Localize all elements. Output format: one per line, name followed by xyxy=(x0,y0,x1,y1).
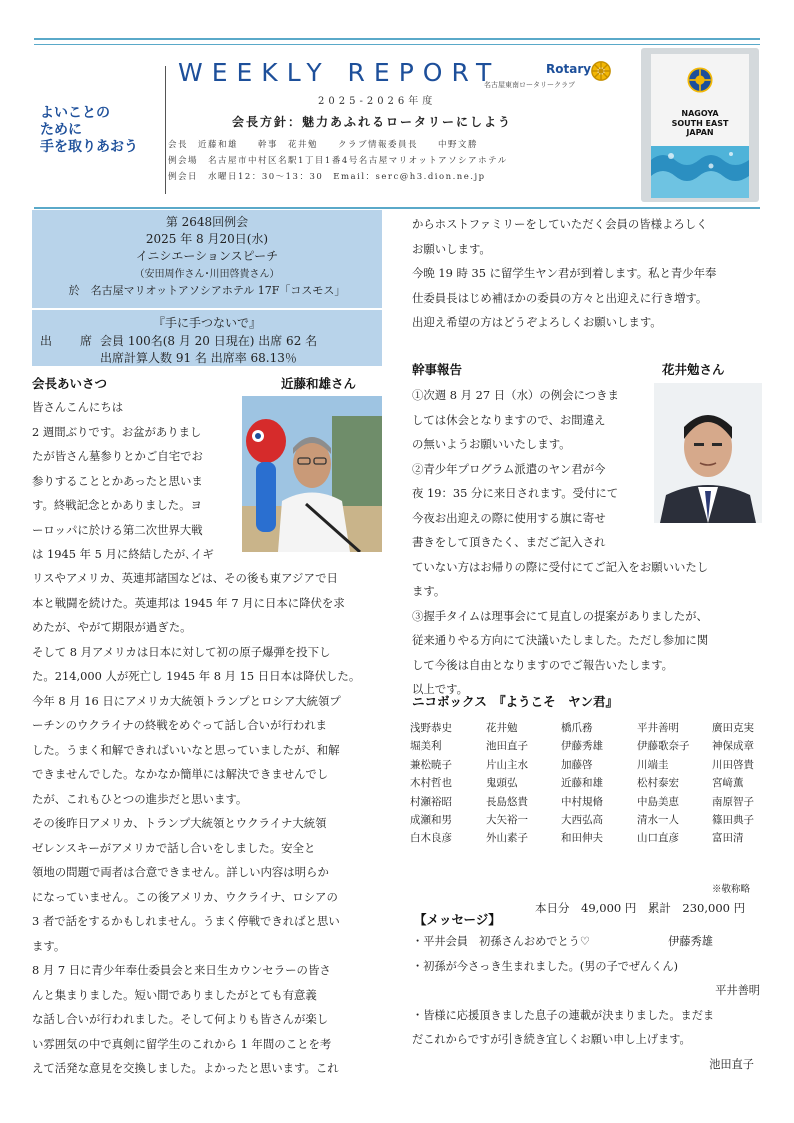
text-line: できませんでした。なかなか簡単には解決できませんでし xyxy=(32,767,329,781)
member-name: 清水一人 xyxy=(637,813,679,826)
text-line: 本と戦闘を続けた。英連邦は 1945 年 7 月に日本に降伏を求 xyxy=(32,595,345,610)
honorific-note: ※敬称略 xyxy=(712,884,751,895)
text-line: ①次週 8 月 27 日（水）の例会につきま xyxy=(412,388,619,402)
member-name: 伊藤歌奈子 xyxy=(637,740,690,753)
meeting-day-email: 例会日 水曜日12：30～13：30 Email：serc@h3.dion.ne.jp xyxy=(168,172,486,182)
slogan-line: 手を取りあおう xyxy=(40,139,138,155)
text-line: 従来通りやる方向にて決議いたしました。ただし参加に関 xyxy=(412,633,709,647)
nicobox-member-table xyxy=(410,720,770,849)
header-divider xyxy=(165,66,166,194)
message-line: ・平井会員 初孫さんおめでとう♡ 伊藤秀雄 xyxy=(412,935,713,948)
text-line: ーチンのウクライナの終戦をめぐって話し合いが行われま xyxy=(32,718,328,732)
nicobox-total: 本日分 49,000 円 累計 230,000 円 xyxy=(535,901,746,915)
president-policy: 会長方針：魅力あふれるロータリーにしよう xyxy=(232,115,513,129)
text-line: めたが、やがて期限が過ぎた。 xyxy=(32,620,192,634)
member-name: 加藤啓 xyxy=(561,758,593,771)
club-slogan xyxy=(40,105,170,156)
member-name: 宮﨑薫 xyxy=(712,777,744,790)
member-name: 神保成章 xyxy=(712,740,754,753)
text-line: になっていません。この後アメリカ、ウクライナ、ロシアの xyxy=(32,889,338,904)
member-name: 中島美恵 xyxy=(637,795,679,808)
text-line: 領地の問題で両者は合意できません。詳しい内容は明らか xyxy=(32,865,329,879)
text-line: は 1945 年 5 月に終結したが､イギ xyxy=(32,547,214,561)
text-line: して今後は自由となりますのでご報告いたします。 xyxy=(412,657,674,672)
text-line: 2 週間ぶりです。お盆がありまし xyxy=(32,424,202,439)
message-line: ・皆様に応援頂きました息子の連載が決まりました。まだま xyxy=(412,1008,715,1022)
club-banner-image xyxy=(641,48,759,202)
header-bottom-rule xyxy=(34,207,760,209)
table-row xyxy=(410,738,770,756)
member-name: 松村泰宏 xyxy=(637,777,679,790)
meeting-song: 『手に手つないで』 xyxy=(152,316,261,330)
member-name: 橋爪務 xyxy=(561,722,593,734)
member-name: 兼松暁子 xyxy=(410,758,452,771)
text-line: しては休会となりますので、お間違え xyxy=(412,412,606,427)
attendance-count: 会員 100名(8 月 20 日現在) 出席 62 名 xyxy=(100,334,318,348)
text-line: 今晩 19 時 35 に留学生ヤン君が到着します。私と青少年奉 xyxy=(412,266,717,280)
member-name: 白木良彦 xyxy=(410,832,452,845)
president-photo xyxy=(242,396,382,552)
banner-line: NAGOYA xyxy=(681,109,719,118)
member-name: 平井善明 xyxy=(637,722,679,734)
member-name: 大矢裕一 xyxy=(486,813,528,826)
text-line: からホストファミリーをしていただく会員の皆様よろしく xyxy=(412,217,708,231)
text-line: 皆さんこんにちは xyxy=(32,400,124,414)
member-name: 片山主水 xyxy=(486,758,528,771)
rotary-wheel-icon xyxy=(590,60,612,82)
text-line: そして 8 月アメリカは日本に対して初の原子爆弾を投下し xyxy=(32,644,331,659)
secretary-name: 花井勉さん xyxy=(662,362,725,377)
message-line: ・初孫が今さっき生まれました。(男の子でぜんくん) xyxy=(412,959,679,973)
messages-body xyxy=(412,930,772,1077)
member-name: 長島悠貴 xyxy=(486,795,528,808)
text-line: 参りすることとかあったと思いま xyxy=(32,473,203,488)
text-line: ます。 xyxy=(32,938,66,953)
table-row xyxy=(410,720,770,738)
text-line: 今夜お出迎えの際に使用する旗に寄せ xyxy=(412,510,606,525)
member-name: 花井勉 xyxy=(486,722,518,734)
slogan-line: よいことの xyxy=(40,105,110,121)
message-author: 平井善明 xyxy=(715,984,760,997)
secretary-heading: 幹事報告 xyxy=(412,362,463,377)
member-name: 成瀬和男 xyxy=(410,813,452,826)
attendance-label: 出 席 xyxy=(40,334,101,348)
meeting-info-box xyxy=(32,210,382,366)
table-row xyxy=(410,794,770,812)
secretary-report xyxy=(412,383,764,702)
member-name: 富田清 xyxy=(712,832,744,845)
table-row xyxy=(410,757,770,775)
newsletter-title: WEEKLY REPORT xyxy=(178,58,501,87)
message-author: 池田直子 xyxy=(709,1057,754,1071)
member-name: 南原智子 xyxy=(712,795,754,808)
text-line: たが、これもひとつの進歩だと思います。 xyxy=(32,791,248,806)
meeting-speakers: （安田周作さん･川田啓貴さん） xyxy=(134,269,280,280)
member-name: 篠田典子 xyxy=(712,813,754,826)
president-greeting-top xyxy=(32,395,247,567)
meeting-program: イニシエーションスピーチ xyxy=(135,249,279,263)
text-line: 夜 19：35 分に来日されます。受付にて xyxy=(412,486,619,500)
banner-wave-graphic xyxy=(651,146,749,198)
fiscal-year: 2025-2026年度 xyxy=(318,96,437,107)
greeting-continued xyxy=(412,212,764,335)
president-portrait-graphic xyxy=(242,396,382,552)
nicobox-heading: ニコボックス 『ようこそ ヤン君』 xyxy=(412,694,619,709)
text-line: 3 者で話をするかもしれません。うまく停戦できればと思い xyxy=(32,914,340,928)
rotary-label: Rotary xyxy=(546,62,592,76)
text-line: ゼレンスキーがアメリカで話し合いをしました。安全と xyxy=(32,840,316,855)
text-line: 仕委員長はじめ補ほかの委員の方々と出迎えに行き増す。 xyxy=(412,290,708,305)
slogan-line: ために xyxy=(40,122,82,138)
member-name: 村瀬裕昭 xyxy=(410,795,452,808)
text-line: た。214,000 人が死亡し 1945 年 8 月 15 日日本は降伏した。 xyxy=(32,669,361,683)
member-name: 伊藤秀雄 xyxy=(561,740,603,753)
header-top-rule xyxy=(34,38,760,40)
header-top-rule-thin xyxy=(34,44,760,45)
text-line: えて活発な意見を交換しました。よかったと思います。これ xyxy=(32,1061,339,1075)
text-line: リスやアメリカ、英連邦諸国などは、その後も東アジアで日 xyxy=(32,571,338,585)
club-name: 名古屋東南ロータリークラブ xyxy=(484,81,575,89)
member-name: 山口直彦 xyxy=(637,832,679,845)
member-name: 木村哲也 xyxy=(410,777,452,790)
member-name: 外山素子 xyxy=(486,832,528,845)
message-line: だこれからですが引き続き宜しくお願い申し上げます。 xyxy=(412,1033,691,1046)
member-name: 川端圭 xyxy=(637,758,669,771)
text-line: い雰囲気の中で真剣に留学生のこれから 1 年間のことを考 xyxy=(32,1036,332,1051)
member-name: 浅野恭史 xyxy=(410,722,452,734)
meeting-date: 2025 年 8 月20日(水) xyxy=(145,232,269,246)
member-name: 鬼頭弘 xyxy=(486,777,518,790)
text-line: 出迎え希望の方はどうぞよろしくお願いします。 xyxy=(412,315,662,329)
member-name: 和田伸夫 xyxy=(561,832,603,845)
president-heading: 会長あいさつ xyxy=(32,376,108,391)
member-name: 堀美利 xyxy=(410,740,442,753)
banner-line: JAPAN xyxy=(686,128,714,137)
text-line: ③握手タイムは理事会にて見直しの提案がありましたが、 xyxy=(412,608,708,623)
member-name: 大西弘高 xyxy=(561,813,603,826)
table-row xyxy=(410,812,770,830)
text-line: 書きをして頂きたく、まだご記入され xyxy=(412,535,606,549)
table-row xyxy=(410,830,770,848)
text-line: お願いします。 xyxy=(412,241,491,256)
member-name: 中村規脩 xyxy=(561,795,603,808)
banner-text xyxy=(651,109,749,138)
messages-heading: 【メッセージ】 xyxy=(414,912,501,927)
banner-rotary-wheel-icon xyxy=(686,66,714,94)
text-line: ②青少年プログラム派遣のヤン君が今 xyxy=(412,461,606,476)
text-line: んと集まりました。短い間でありましたがとても有意義 xyxy=(32,987,317,1002)
text-line: 今年 8 月 16 日にアメリカ大統領トランプとロシア大統領プ xyxy=(32,693,341,708)
meeting-venue-detail: 於 名古屋マリオットアソシアホテル 17F「コスモス」 xyxy=(68,284,346,297)
table-row xyxy=(410,775,770,793)
member-name: 近藤和雄 xyxy=(561,777,603,790)
text-line: ていない方はお帰りの際に受付にてご記入をお願いいたし xyxy=(412,559,709,574)
meeting-number: 第 2648回例会 xyxy=(165,215,249,229)
member-name: 廣田克実 xyxy=(712,722,754,734)
meeting-venue: 例会場 名古屋市中村区名駅1丁目1番4号名古屋マリオットアソシアホテル xyxy=(168,156,508,166)
text-line: 8 月 7 日に青少年奉仕委員会と来日生カウンセラーの皆さ xyxy=(32,963,331,977)
text-line: の無いようお願いいたします。 xyxy=(412,437,571,451)
attendance-rate: 出席計算人数 91 名 出席率 68.13％ xyxy=(100,351,297,365)
member-name: 川田啓貴 xyxy=(712,758,754,771)
president-name: 近藤和雄さん xyxy=(281,376,357,391)
president-greeting-body xyxy=(32,566,384,1081)
text-line: その後昨日アメリカ、トランプ大統領とウクライナ大統領 xyxy=(32,816,327,830)
club-officers: 会長 近藤和雄 幹事 花井勉 クラブ情報委員長 中野文勝 xyxy=(168,140,479,150)
text-line: な話し合いが行われました。そして何よりも皆さんが楽し xyxy=(32,1012,329,1026)
text-line: 以上です。 xyxy=(412,682,469,696)
text-line: す。終戦記念とかありました。ヨ xyxy=(32,498,202,512)
text-line: した。うまく和解できればいいなと思っていましたが、和解 xyxy=(32,742,340,757)
text-line: たが皆さん墓参りとかご自宅でお xyxy=(32,449,203,463)
text-line: ーロッパに於ける第二次世界大戦 xyxy=(32,522,203,537)
meeting-box-divider xyxy=(32,308,382,310)
text-line: ます。 xyxy=(412,584,446,598)
member-name: 池田直子 xyxy=(486,740,528,753)
banner-line: SOUTH EAST xyxy=(671,118,729,128)
